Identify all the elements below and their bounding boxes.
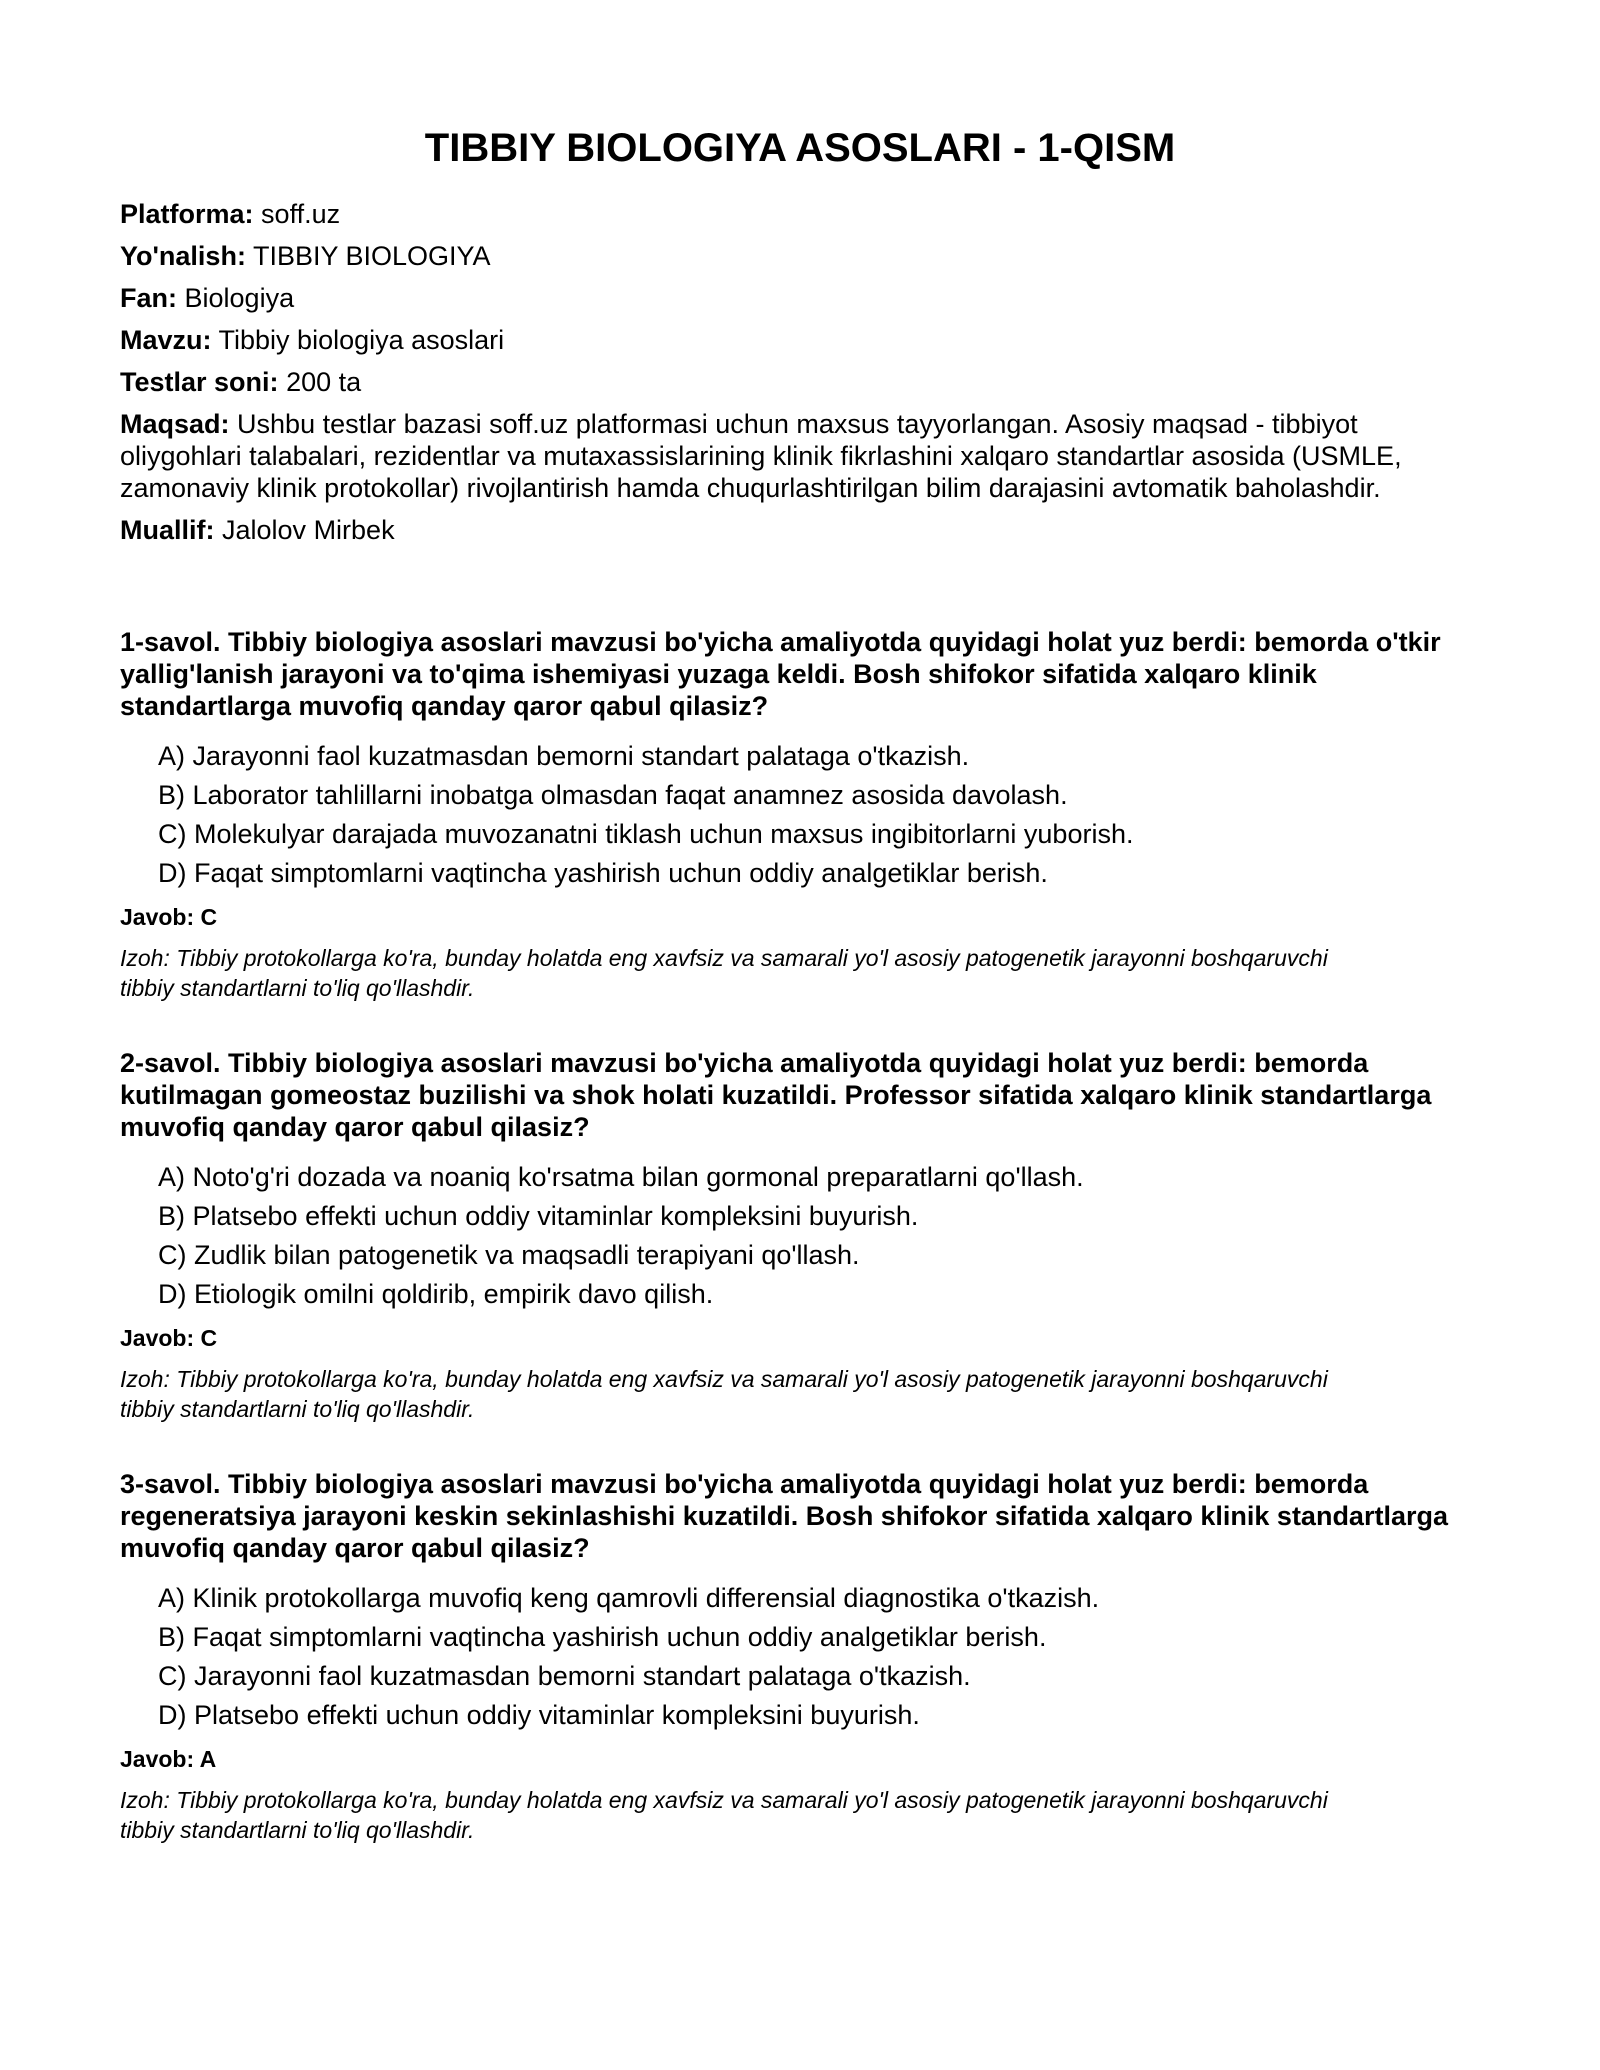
meta-key: Testlar soni:	[120, 367, 279, 397]
option-list	[120, 1161, 1480, 1310]
meta-muallif	[120, 514, 1480, 546]
option-b[interactable]: B) Laborator tahlillarni inobatga olmasdan faqat anamnez asosida davolash.	[158, 780, 1068, 810]
meta-maqsad	[120, 408, 1450, 504]
option-a[interactable]: A) Noto'g'ri dozada va noaniq ko'rsatma bilan gormonal preparatlarni qo'llash.	[158, 1162, 1084, 1192]
question-1	[120, 626, 1480, 1003]
option-d[interactable]: D) Faqat simptomlarni vaqtincha yashirish uchun oddiy analgetiklar berish.	[158, 858, 1048, 888]
meta-key: Yo'nalish:	[120, 241, 246, 271]
option-b[interactable]: B) Platsebo effekti uchun oddiy vitaminlar kompleksini buyurish.	[158, 1201, 919, 1231]
meta-value: Jalolov Mirbek	[222, 515, 395, 545]
meta-key: Muallif:	[120, 515, 215, 545]
meta-value: 200 ta	[286, 367, 362, 397]
answer-label: Javob: A	[120, 1746, 217, 1772]
meta-value: Ushbu testlar bazasi soff.uz platformasi uchun maxsus tayyorlangan. Asosiy maqsad - tibbiyot oliygohlari talabalari, rezidentlar va mutaxassislarining klinik fikrlashini xalqaro standartlar asosida (USMLE, zamonaviy klinik protokollar) rivojlantirish hamda chuqurlashtirilgan bilim darajasini avtomatik baholashdir.	[120, 409, 1402, 503]
option-list	[120, 1582, 1480, 1731]
option-a[interactable]: A) Klinik protokollarga muvofiq keng qamrovli differensial diagnostika o'tkazish.	[158, 1583, 1100, 1613]
document-page	[120, 0, 1480, 1889]
meta-mavzu	[120, 324, 1480, 356]
question-list	[120, 626, 1480, 1845]
meta-key: Maqsad:	[120, 409, 230, 439]
option-c[interactable]: C) Zudlik bilan patogenetik va maqsadli terapiyani qo'llash.	[158, 1240, 860, 1270]
answer-label: Javob: C	[120, 1325, 218, 1351]
meta-yonalish	[120, 240, 1480, 272]
option-d[interactable]: D) Platsebo effekti uchun oddiy vitaminlar kompleksini buyurish.	[158, 1700, 920, 1730]
meta-value: Tibbiy biologiya asoslari	[218, 325, 505, 355]
explanation-text: Izoh: Tibbiy protokollarga ko'ra, bunday holatda eng xavfsiz va samarali yo'l asosiy patogenetik jarayonni boshqaruvchi tibbiy standartlarni to'liq qo'llashdir.	[120, 1366, 1328, 1422]
meta-key: Platforma:	[120, 199, 254, 229]
option-c[interactable]: C) Molekulyar darajada muvozanatni tiklash uchun maxsus ingibitorlarni yuborish.	[158, 819, 1134, 849]
option-a[interactable]: A) Jarayonni faol kuzatmasdan bemorni standart palataga o'tkazish.	[158, 741, 970, 771]
page-title: TIBBIY BIOLOGIYA ASOSLARI - 1-QISM	[424, 126, 1176, 170]
option-list	[120, 740, 1480, 889]
meta-value: soff.uz	[261, 199, 341, 229]
meta-block	[120, 198, 1480, 546]
question-text: 1-savol. Tibbiy biologiya asoslari mavzusi bo'yicha amaliyotda quyidagi holat yuz berdi: bemorda o'tkir yallig'lanish jarayoni va to'qima ishemiyasi yuzaga keldi. Bosh shifokor sifatida xalqaro klinik standartlarga muvofiq qanday qaror qabul qilasiz?	[120, 627, 1441, 721]
option-c[interactable]: C) Jarayonni faol kuzatmasdan bemorni standart palataga o'tkazish.	[158, 1661, 971, 1691]
meta-value: TIBBIY BIOLOGIYA	[252, 241, 491, 271]
meta-key: Fan:	[120, 283, 177, 313]
explanation-text: Izoh: Tibbiy protokollarga ko'ra, bunday holatda eng xavfsiz va samarali yo'l asosiy patogenetik jarayonni boshqaruvchi tibbiy standartlarni to'liq qo'llashdir.	[120, 945, 1328, 1001]
meta-fan	[120, 282, 1480, 314]
question-2	[120, 1047, 1480, 1424]
meta-testlar-soni	[120, 366, 1480, 398]
meta-value: Biologiya	[184, 283, 295, 313]
question-text: 2-savol. Tibbiy biologiya asoslari mavzusi bo'yicha amaliyotda quyidagi holat yuz berdi: bemorda kutilmagan gomeostaz buzilishi va shok holati kuzatildi. Professor sifatida xalqaro klinik standartlarga muvofiq qanday qaror qabul qilasiz?	[120, 1048, 1432, 1142]
explanation-text: Izoh: Tibbiy protokollarga ko'ra, bunday holatda eng xavfsiz va samarali yo'l asosiy patogenetik jarayonni boshqaruvchi tibbiy standartlarni to'liq qo'llashdir.	[120, 1787, 1328, 1843]
question-text: 3-savol. Tibbiy biologiya asoslari mavzusi bo'yicha amaliyotda quyidagi holat yuz berdi: bemorda regeneratsiya jarayoni keskin sekinlashishi kuzatildi. Bosh shifokor sifatida xalqaro klinik standartlarga muvofiq qanday qaror qabul qilasiz?	[120, 1469, 1448, 1563]
option-b[interactable]: B) Faqat simptomlarni vaqtincha yashirish uchun oddiy analgetiklar berish.	[158, 1622, 1047, 1652]
answer-label: Javob: C	[120, 904, 218, 930]
option-d[interactable]: D) Etiologik omilni qoldirib, empirik davo qilish.	[158, 1279, 714, 1309]
meta-platforma	[120, 198, 1480, 230]
meta-key: Mavzu:	[120, 325, 212, 355]
question-3	[120, 1468, 1480, 1845]
